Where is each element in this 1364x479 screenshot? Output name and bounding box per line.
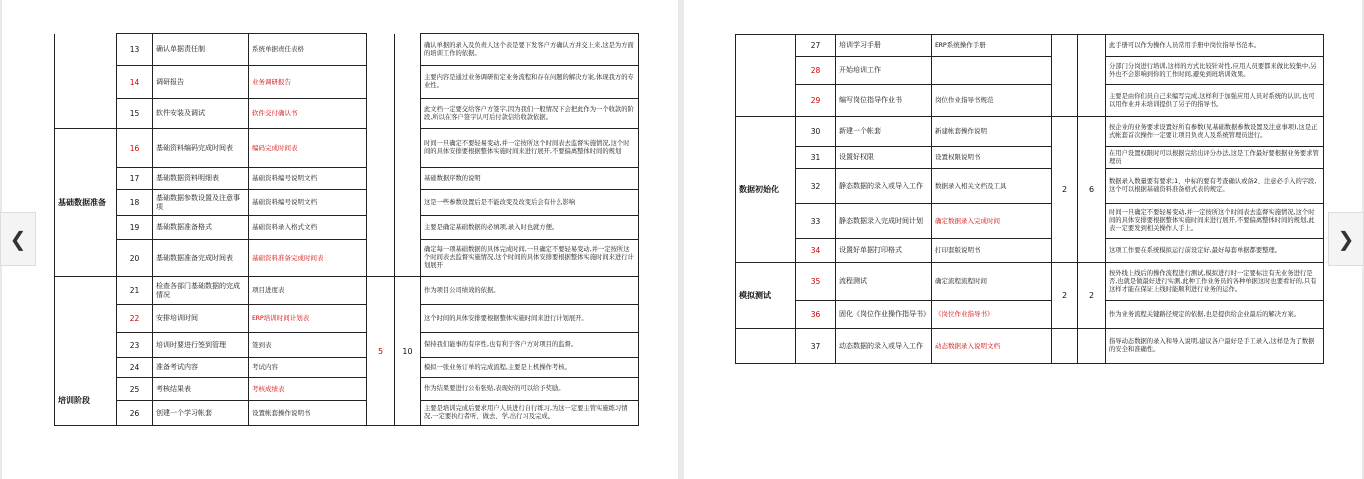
document-page-left bbox=[2, 0, 678, 479]
days-cell: 2 bbox=[1052, 117, 1078, 263]
row-number: 28 bbox=[796, 57, 836, 85]
task-cell: 流程测试 bbox=[836, 263, 932, 301]
document-cell: 项目进度表 bbox=[249, 277, 367, 305]
table-row bbox=[55, 277, 639, 305]
document-cell: 基础资料编号说明文档 bbox=[249, 168, 367, 190]
table-row bbox=[55, 66, 639, 99]
task-cell: 培训时要进行签到管理 bbox=[153, 333, 249, 358]
description-cell: 时间一旦确定不要轻易变动,并一定按所这个时间表去监督实施情况,这个时间的具体安排要根据整体实施时间来进行展开,不要偏离整体时间的规划,此表一定要发到相关操作人手上。 bbox=[1106, 204, 1324, 239]
document-cell: 新建帐套操作说明 bbox=[932, 117, 1052, 147]
row-number: 14 bbox=[117, 66, 153, 99]
next-page-button[interactable] bbox=[1328, 212, 1364, 266]
row-number: 13 bbox=[117, 34, 153, 66]
description-cell: 时间一旦确定不要轻易变动,并一定按所这个时间表去监督实施情况,这个时间的具体安排要根据整体实施时间来进行展开,不要偏离整体时间的规划 bbox=[421, 129, 639, 168]
row-number: 22 bbox=[117, 305, 153, 333]
document-cell: 确定数据录入完成时间 bbox=[932, 204, 1052, 239]
description-cell: 主要是培训完成后要求用户人员进行自行练习,为这一定要主管实施练习情况,一定要执行者听、做去、学,出行习及完成。 bbox=[421, 401, 639, 426]
row-number: 20 bbox=[117, 240, 153, 277]
task-cell: 培训学习手册 bbox=[836, 35, 932, 57]
row-number: 37 bbox=[796, 329, 836, 364]
document-cell: 基础资料准备完成时间表 bbox=[249, 240, 367, 277]
document-cell: 基础资料录入格式文档 bbox=[249, 216, 367, 240]
document-cell: ERP系统操作手册 bbox=[932, 35, 1052, 57]
task-cell: 基础数据准备格式 bbox=[153, 216, 249, 240]
table-row bbox=[736, 169, 1324, 204]
task-cell: 设置好权限 bbox=[836, 147, 932, 169]
task-cell: 基础资料编码完成时间表 bbox=[153, 129, 249, 168]
description-cell: 模拟一张业务订单的完成流程,主要是上机操作考核。 bbox=[421, 358, 639, 378]
table-row bbox=[55, 129, 639, 168]
task-cell: 静态数据的录入或导入工作 bbox=[836, 169, 932, 204]
table-row bbox=[55, 190, 639, 216]
description-cell: 作为结果要进行公布张贴,表现好的可以给予奖励。 bbox=[421, 378, 639, 401]
days-cell: 2 bbox=[1078, 263, 1106, 329]
table-row bbox=[736, 35, 1324, 57]
row-number: 16 bbox=[117, 129, 153, 168]
document-cell bbox=[932, 57, 1052, 85]
document-page-right bbox=[684, 0, 1362, 479]
document-cell: 确定流程流程时间 bbox=[932, 263, 1052, 301]
row-number: 19 bbox=[117, 216, 153, 240]
task-cell: 准备考试内容 bbox=[153, 358, 249, 378]
table-row bbox=[736, 239, 1324, 263]
document-cell: 系统单据责任表格 bbox=[249, 34, 367, 66]
document-cell: ERP培训时间计划表 bbox=[249, 305, 367, 333]
table-row bbox=[736, 85, 1324, 117]
document-cell: 动态数据录入说明文档 bbox=[932, 329, 1052, 364]
row-number: 23 bbox=[117, 333, 153, 358]
days-cell: 2 bbox=[1052, 263, 1078, 329]
document-cell: 考试内容 bbox=[249, 358, 367, 378]
document-cell: 设置权限说明书 bbox=[932, 147, 1052, 169]
task-cell: 新建一个帐套 bbox=[836, 117, 932, 147]
chevron-right-icon: ❯ bbox=[1337, 227, 1355, 251]
task-cell: 考核结果表 bbox=[153, 378, 249, 401]
row-number: 32 bbox=[796, 169, 836, 204]
description-cell: 此手册可以作为操作人员常用手册中岗位指导书范本。 bbox=[1106, 35, 1324, 57]
table-row bbox=[55, 168, 639, 190]
days-cell: 5 bbox=[367, 277, 395, 426]
table-row bbox=[55, 305, 639, 333]
days-cell: 6 bbox=[1078, 117, 1106, 263]
table-row bbox=[55, 378, 639, 401]
table-row bbox=[55, 216, 639, 240]
row-number: 15 bbox=[117, 99, 153, 129]
task-cell: 安排培训时间 bbox=[153, 305, 249, 333]
document-cell: 业务调研报告 bbox=[249, 66, 367, 99]
description-cell: 指导动态数据的录入和导入说明,建议各户最好是手工录入,这样是为了数据的安全和准确性。 bbox=[1106, 329, 1324, 364]
table-row bbox=[55, 240, 639, 277]
row-number: 33 bbox=[796, 204, 836, 239]
row-number: 21 bbox=[117, 277, 153, 305]
task-cell: 调研报告 bbox=[153, 66, 249, 99]
days-cell bbox=[367, 34, 395, 277]
task-cell: 软件安装及调试 bbox=[153, 99, 249, 129]
row-number: 25 bbox=[117, 378, 153, 401]
table-row bbox=[736, 263, 1324, 301]
description-cell: 主要是确定基础数据的必填项,录入时也就方便。 bbox=[421, 216, 639, 240]
document-cell: 考核成绩表 bbox=[249, 378, 367, 401]
description-cell: 按企业的业务要求设置好所有参数(见基础数据参数设置及注意事项),这是正式帐套首次操作一定要让项目负责人及系统管理员进行。 bbox=[1106, 117, 1324, 147]
description-cell: 数据录入数量要有要求;1、中标的要有考查确认或备2、注意必手入的字段,这个可以根据基础资料准备格式表的规定。 bbox=[1106, 169, 1324, 204]
stage-cell: 数据初始化 bbox=[736, 117, 796, 263]
stage-cell bbox=[736, 329, 796, 364]
description-cell: 作为业务流程关键路径规定的依据,也是提供给企业最后的解决方案。 bbox=[1106, 301, 1324, 329]
chevron-left-icon: ❮ bbox=[9, 227, 27, 251]
description-cell: 确定每一项基础数据的具体完成时间,一旦确定不要轻易变动,并一定按所这个时间表去监督实施情况,这个时间的具体安排要根据整体实施时间来进行计划展开 bbox=[421, 240, 639, 277]
row-number: 30 bbox=[796, 117, 836, 147]
table-row bbox=[736, 301, 1324, 329]
table-row bbox=[736, 147, 1324, 169]
task-cell: 静态数据录入完成时间计划 bbox=[836, 204, 932, 239]
description-cell: 主要是由你们员自己来编写完成,这样利于加强应用人员对系统的认识,也可以用作业并未培训提供了另子的指导书。 bbox=[1106, 85, 1324, 117]
document-cell: 编码完成时间表 bbox=[249, 129, 367, 168]
description-cell: 这是一些参数设置后是不能改变及改变后会有什么影响 bbox=[421, 190, 639, 216]
row-number: 31 bbox=[796, 147, 836, 169]
description-cell: 保持我们能事的有序性,也有利于客户方对项目的监督。 bbox=[421, 333, 639, 358]
table-row bbox=[55, 34, 639, 66]
description-cell: 此文档一定要交给客户方签字,因为我们一般情况下会把此作为一个收款的阶段,所以在客户签字认可后付款信给收款依据。 bbox=[421, 99, 639, 129]
description-cell: 确认单据的录入及负责人这个表是要下发客户方确认方并交上来,这是为方面的培训工作的依据。 bbox=[421, 34, 639, 66]
task-cell: 基础数据准备完成时间表 bbox=[153, 240, 249, 277]
table-row bbox=[736, 117, 1324, 147]
task-cell: 设置好单据打印格式 bbox=[836, 239, 932, 263]
task-cell: 动态数据的录入或导入工作 bbox=[836, 329, 932, 364]
stage-cell bbox=[55, 34, 117, 129]
table-row bbox=[55, 333, 639, 358]
table-row bbox=[736, 204, 1324, 239]
description-cell: 按外线上线后的操作流程进行测试,模拟进行时一定要标注有无业务进行是否,也就是做最好进行实测,此种工作业务员的各种单据这时也要看好的,只有这样才能在保证上线时能顺利进行业务的运作。 bbox=[1106, 263, 1324, 301]
task-cell: 基础数据资料明细表 bbox=[153, 168, 249, 190]
stage-cell: 基础数据准备 bbox=[55, 129, 117, 277]
days-cell: 10 bbox=[395, 277, 421, 426]
plan-table-right bbox=[735, 34, 1324, 364]
task-cell: 固化《岗位作业操作指导书》 bbox=[836, 301, 932, 329]
table-row bbox=[55, 358, 639, 378]
task-cell: 编写岗位指导作业书 bbox=[836, 85, 932, 117]
description-cell: 主要内容是通过业务调研衔定业务流程和存在问题的解决方案,体现我方的专业性。 bbox=[421, 66, 639, 99]
document-cell: 签到表 bbox=[249, 333, 367, 358]
document-cell: 数据录入相关文档及工具 bbox=[932, 169, 1052, 204]
document-cell: 基础资料编号说明文档 bbox=[249, 190, 367, 216]
table-row bbox=[55, 99, 639, 129]
document-cell: 软件交付确认书 bbox=[249, 99, 367, 129]
row-number: 35 bbox=[796, 263, 836, 301]
row-number: 27 bbox=[796, 35, 836, 57]
description-cell: 在用户设置权限时可以根据完给出评分办法,这是工作最好要根据业务要求管理员 bbox=[1106, 147, 1324, 169]
description-cell: 这项工作要在系统模拟运行前设定好,最好每套单据都要整理。 bbox=[1106, 239, 1324, 263]
previous-page-button[interactable] bbox=[0, 212, 36, 266]
days-cell bbox=[395, 34, 421, 277]
document-cell: 打印套版说明书 bbox=[932, 239, 1052, 263]
task-cell: 创建一个学习帐套 bbox=[153, 401, 249, 426]
table-row bbox=[736, 329, 1324, 364]
task-cell: 基础数据参数设置及注意事项 bbox=[153, 190, 249, 216]
document-cell: 岗位作业指导书规范 bbox=[932, 85, 1052, 117]
days-cell bbox=[1078, 35, 1106, 117]
days-cell bbox=[1078, 329, 1106, 364]
days-cell bbox=[1052, 35, 1078, 117]
days-cell bbox=[1052, 329, 1078, 364]
row-number: 36 bbox=[796, 301, 836, 329]
stage-cell: 模拟测试 bbox=[736, 263, 796, 329]
task-cell: 检查各部门基础数据的完成情况 bbox=[153, 277, 249, 305]
task-cell: 确认单据责任制 bbox=[153, 34, 249, 66]
table-row bbox=[736, 57, 1324, 85]
row-number: 26 bbox=[117, 401, 153, 426]
description-cell: 作为项目公司绩效的依据。 bbox=[421, 277, 639, 305]
description-cell: 基础数据序数的说明 bbox=[421, 168, 639, 190]
task-cell: 开始培训工作 bbox=[836, 57, 932, 85]
row-number: 34 bbox=[796, 239, 836, 263]
document-cell: 设置帐套操作说明书 bbox=[249, 401, 367, 426]
row-number: 17 bbox=[117, 168, 153, 190]
document-cell: 《岗位作业指导书》 bbox=[932, 301, 1052, 329]
stage-cell: 培训阶段 bbox=[55, 277, 117, 426]
description-cell: 这个时间的具体安排要根据整体实施时间来进行计划展开。 bbox=[421, 305, 639, 333]
row-number: 24 bbox=[117, 358, 153, 378]
stage-cell bbox=[736, 35, 796, 117]
table-row bbox=[55, 401, 639, 426]
plan-table-left bbox=[54, 33, 639, 426]
row-number: 29 bbox=[796, 85, 836, 117]
row-number: 18 bbox=[117, 190, 153, 216]
description-cell: 分部门分岗进行培训,这样的方式比较针对性,应用人员要都来做比较集中,另外也不会影响到你的工作时间,避免到班培训效果。 bbox=[1106, 57, 1324, 85]
